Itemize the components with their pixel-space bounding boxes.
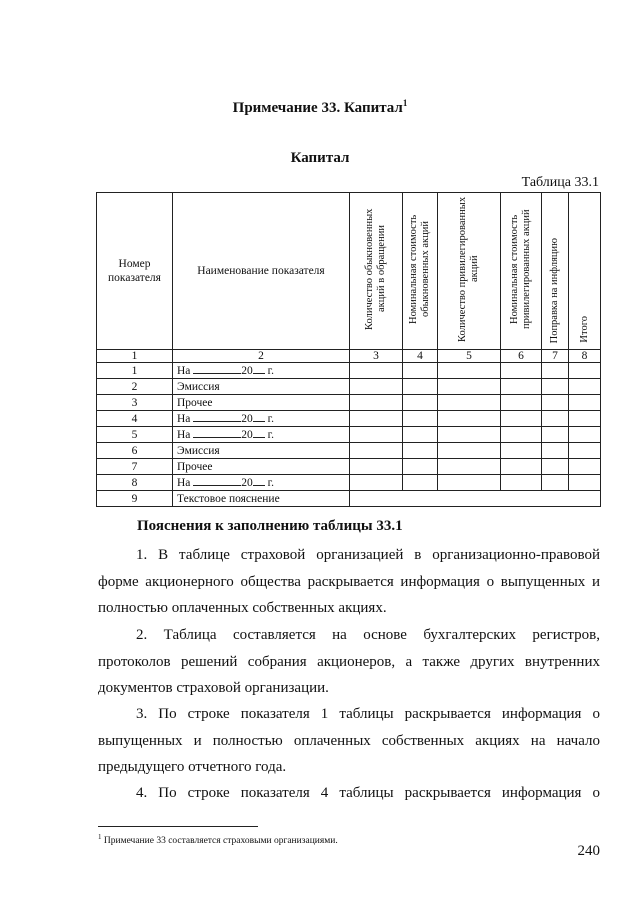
cell bbox=[569, 427, 601, 443]
explanations-title: Пояснения к заполнению таблицы 33.1 bbox=[137, 518, 403, 534]
row-number: 7 bbox=[97, 459, 173, 475]
table-number: Таблица 33.1 bbox=[521, 175, 599, 190]
note-title bbox=[0, 98, 640, 117]
cell bbox=[350, 459, 403, 475]
header-common-shares-count-text: Количество обыкновенных акций в обращении bbox=[364, 208, 387, 330]
cell bbox=[542, 475, 569, 491]
column-number: 4 bbox=[403, 350, 438, 363]
row-name: Текстовое пояснение bbox=[173, 491, 350, 507]
cell bbox=[403, 475, 438, 491]
row-year: 20 bbox=[241, 365, 253, 377]
cell bbox=[501, 379, 542, 395]
row-number: 2 bbox=[97, 379, 173, 395]
table-row bbox=[97, 395, 601, 411]
footnote bbox=[98, 833, 338, 846]
row-name: Эмиссия bbox=[173, 379, 350, 395]
row-name: Эмиссия bbox=[173, 443, 350, 459]
cell bbox=[438, 363, 501, 379]
row-number: 4 bbox=[97, 411, 173, 427]
row-name bbox=[173, 363, 350, 379]
header-preferred-shares-nominal bbox=[501, 193, 542, 350]
footnote-mark: 1 bbox=[98, 833, 102, 841]
row-name bbox=[173, 427, 350, 443]
row-number: 8 bbox=[97, 475, 173, 491]
row-suffix: г. bbox=[267, 365, 274, 377]
row-suffix: г. bbox=[267, 413, 274, 425]
column-number: 7 bbox=[542, 350, 569, 363]
cell bbox=[350, 363, 403, 379]
column-number: 3 bbox=[350, 350, 403, 363]
header-indicator-name: Наименование показателя bbox=[173, 193, 350, 350]
header-total bbox=[569, 193, 601, 350]
paragraph-3: 3. По строке показателя 1 таблицы раскрывается информация о выпущенных и полностью оплаченных собственных акциях на начало предыдущего отчетного года. bbox=[98, 706, 600, 775]
date-blank bbox=[193, 475, 241, 486]
note-title-footnote-mark: 1 bbox=[402, 98, 408, 108]
header-common-shares-count bbox=[350, 193, 403, 350]
cell bbox=[438, 379, 501, 395]
row-name: Прочее bbox=[173, 395, 350, 411]
row-suffix: г. bbox=[267, 429, 274, 441]
column-number: 2 bbox=[173, 350, 350, 363]
cell bbox=[569, 379, 601, 395]
cell bbox=[403, 411, 438, 427]
cell bbox=[569, 395, 601, 411]
column-number: 5 bbox=[438, 350, 501, 363]
year-blank bbox=[253, 411, 265, 422]
table-row bbox=[97, 379, 601, 395]
table-header-row bbox=[97, 193, 601, 350]
cell bbox=[350, 395, 403, 411]
row-number: 1 bbox=[97, 363, 173, 379]
header-preferred-shares-count-text: Количество привилегированных акций bbox=[457, 196, 480, 342]
cell bbox=[350, 443, 403, 459]
cell bbox=[501, 411, 542, 427]
year-blank bbox=[253, 475, 265, 486]
cell bbox=[403, 363, 438, 379]
footnote-text: Примечание 33 составляется страховыми организациями. bbox=[103, 836, 338, 847]
date-blank bbox=[193, 427, 241, 438]
table-row bbox=[97, 491, 601, 507]
header-indicator-number: Номер показателя bbox=[97, 193, 173, 350]
cell bbox=[501, 395, 542, 411]
cell bbox=[501, 475, 542, 491]
header-preferred-shares-nominal-text: Номинальная стоимость привилегированных акций bbox=[509, 209, 532, 329]
cell bbox=[403, 443, 438, 459]
row-year: 20 bbox=[241, 477, 253, 489]
row-suffix: г. bbox=[267, 477, 274, 489]
row-number: 9 bbox=[97, 491, 173, 507]
paragraph-2: 2. Таблица составляется на основе бухгалтерских регистров, протоколов решений собрания акционеров, а также других внутренних документов страховой организации. bbox=[98, 627, 600, 696]
header-preferred-shares-count bbox=[438, 193, 501, 350]
table-row bbox=[97, 475, 601, 491]
cell bbox=[403, 395, 438, 411]
date-blank bbox=[193, 363, 241, 374]
cell bbox=[569, 363, 601, 379]
cell bbox=[438, 443, 501, 459]
table-row bbox=[97, 459, 601, 475]
cell bbox=[350, 379, 403, 395]
table-row bbox=[97, 363, 601, 379]
row-name: Прочее bbox=[173, 459, 350, 475]
cell bbox=[403, 459, 438, 475]
row-name-text: На bbox=[177, 429, 191, 441]
cell bbox=[569, 443, 601, 459]
paragraph-1: 1. В таблице страховой организацией в организационно-правовой форме акционерного общества раскрывается информация о выпущенных и полностью оплаченных собственных акциях. bbox=[98, 547, 600, 616]
cell bbox=[350, 411, 403, 427]
cell bbox=[542, 379, 569, 395]
table-heading: Капитал bbox=[290, 150, 350, 166]
cell bbox=[501, 443, 542, 459]
year-blank bbox=[253, 427, 265, 438]
header-common-shares-nominal bbox=[403, 193, 438, 350]
row-name bbox=[173, 475, 350, 491]
table-row bbox=[97, 411, 601, 427]
cell bbox=[569, 411, 601, 427]
header-inflation-adjustment-text: Поправка на инфляцию bbox=[549, 237, 560, 343]
column-number: 1 bbox=[97, 350, 173, 363]
cell bbox=[350, 475, 403, 491]
header-total-text: Итого bbox=[578, 316, 590, 343]
footnote-divider bbox=[98, 826, 258, 827]
row-number: 5 bbox=[97, 427, 173, 443]
column-number: 6 bbox=[501, 350, 542, 363]
capital-table bbox=[96, 192, 601, 507]
paragraph-4: 4. По строке показателя 4 таблицы раскрывается информация о bbox=[136, 785, 600, 801]
cell bbox=[542, 411, 569, 427]
column-number-row bbox=[97, 350, 601, 363]
row-year: 20 bbox=[241, 429, 253, 441]
table-row bbox=[97, 443, 601, 459]
page-number: 240 bbox=[577, 843, 600, 859]
text-explanation-cell bbox=[350, 491, 601, 507]
cell bbox=[438, 411, 501, 427]
cell bbox=[542, 459, 569, 475]
cell bbox=[501, 427, 542, 443]
table-row bbox=[97, 427, 601, 443]
row-name-text: На bbox=[177, 477, 191, 489]
header-inflation-adjustment bbox=[542, 193, 569, 350]
row-number: 6 bbox=[97, 443, 173, 459]
column-number: 8 bbox=[569, 350, 601, 363]
cell bbox=[438, 427, 501, 443]
cell bbox=[542, 363, 569, 379]
cell bbox=[542, 443, 569, 459]
cell bbox=[501, 363, 542, 379]
row-year: 20 bbox=[241, 413, 253, 425]
row-name-text: На bbox=[177, 413, 191, 425]
cell bbox=[403, 427, 438, 443]
cell bbox=[569, 459, 601, 475]
cell bbox=[438, 459, 501, 475]
row-number: 3 bbox=[97, 395, 173, 411]
cell bbox=[438, 475, 501, 491]
cell bbox=[501, 459, 542, 475]
row-name-text: На bbox=[177, 365, 191, 377]
date-blank bbox=[193, 411, 241, 422]
cell bbox=[350, 427, 403, 443]
cell bbox=[438, 395, 501, 411]
year-blank bbox=[253, 363, 265, 374]
header-common-shares-nominal-text: Номинальная стоимость обыкновенных акций bbox=[408, 214, 431, 324]
row-name bbox=[173, 411, 350, 427]
cell bbox=[542, 427, 569, 443]
cell bbox=[403, 379, 438, 395]
cell bbox=[542, 395, 569, 411]
note-title-text: Примечание 33. Капитал bbox=[232, 100, 403, 116]
cell bbox=[569, 475, 601, 491]
